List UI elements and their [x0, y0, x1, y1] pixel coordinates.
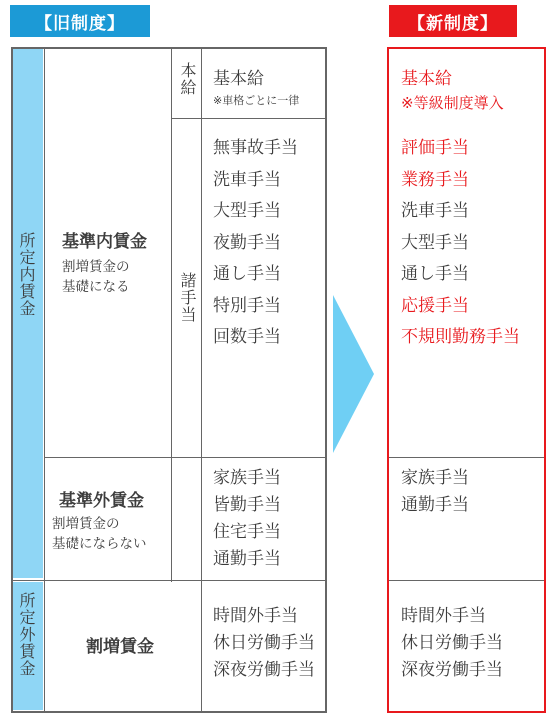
list-item: 深夜労働手当	[401, 660, 503, 680]
new-warimashi-list	[401, 603, 503, 684]
list-item: 通し手当	[213, 264, 281, 284]
new-kihonkyu-note: ※等級制度導入	[401, 94, 504, 112]
old-kihonkyu: 基本給	[213, 69, 264, 89]
arrow-right-icon	[333, 295, 375, 453]
list-item: 通勤手当	[401, 495, 469, 515]
list-item: 時間外手当	[213, 606, 298, 626]
kijunnai-title: 基準内賃金	[62, 232, 147, 252]
list-item: 回数手当	[213, 327, 281, 347]
list-item: 深夜労働手当	[213, 660, 315, 680]
list-item: 評価手当	[401, 138, 469, 158]
list-item: 家族手当	[213, 468, 281, 488]
list-item: 不規則勤務手当	[401, 327, 520, 347]
list-item: 大型手当	[401, 232, 469, 253]
new-allowance-list	[401, 133, 520, 354]
list-item: 大型手当	[213, 201, 281, 221]
list-item: 休日労働手当	[213, 633, 315, 653]
shoteate-label: 諸手当	[178, 272, 197, 323]
list-item: 通勤手当	[213, 549, 281, 569]
list-item: 洗車手当	[213, 169, 281, 190]
warimashi-title: 割増賃金	[86, 637, 154, 657]
honkyu-label: 本給	[178, 62, 197, 96]
kijungai-title: 基準外賃金	[59, 491, 144, 511]
old-system-header: 【旧制度】	[10, 5, 150, 37]
list-item: 時間外手当	[401, 606, 486, 626]
list-item: 業務手当	[401, 169, 469, 190]
new-system-header: 【新制度】	[389, 5, 517, 37]
old-kihonkyu-note: ※車格ごとに一律	[213, 94, 300, 107]
list-item: 応援手当	[401, 295, 469, 316]
old-kijungai-list	[213, 465, 281, 573]
kijunnai-note-line2: 基礎になる	[62, 279, 130, 295]
sidebar-shotei-gai-label: 所定外賃金	[17, 592, 36, 677]
new-kihonkyu: 基本給	[401, 69, 452, 89]
list-item: 無事故手当	[213, 138, 298, 158]
kijunnai-note-line1: 割増賃金の	[62, 259, 130, 275]
kijungai-note-line1: 割増賃金の	[52, 516, 120, 532]
list-item: 住宅手当	[213, 522, 281, 542]
new-kijungai-list	[401, 465, 469, 519]
kijungai-note-line2: 基礎にならない	[52, 536, 147, 552]
list-item: 通し手当	[401, 264, 469, 284]
list-item: 休日労働手当	[401, 633, 503, 653]
list-item: 家族手当	[401, 468, 469, 488]
old-allowance-list	[213, 133, 298, 354]
list-item: 洗車手当	[401, 201, 469, 221]
list-item: 特別手当	[213, 295, 281, 316]
list-item: 皆勤手当	[213, 495, 281, 515]
list-item: 夜勤手当	[213, 232, 281, 253]
sidebar-shotei-nai-label: 所定内賃金	[17, 232, 36, 317]
old-warimashi-list	[213, 603, 315, 684]
